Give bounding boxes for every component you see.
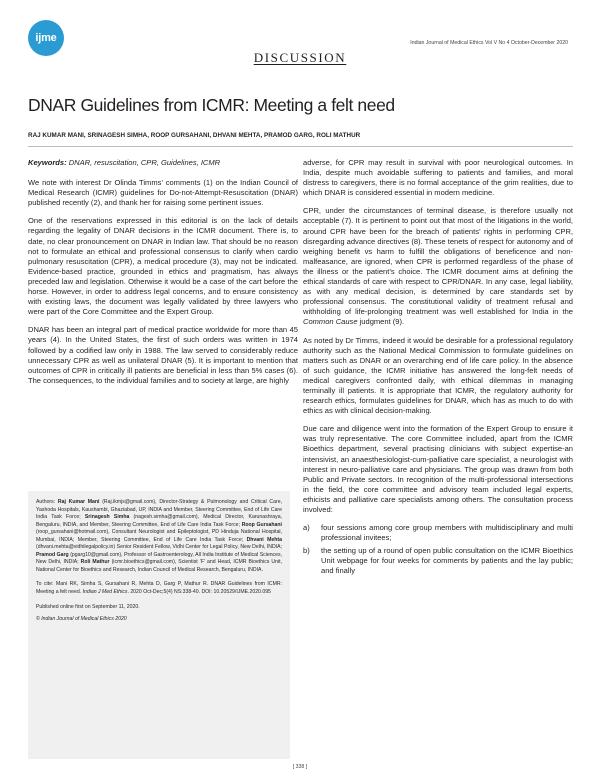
body-paragraph: We note with interest Dr Olinda Timms’ comments (1) on the Indian Council of Medical Research (ICMR) guidelines for Do-not-Attempt-Resuscitation (DNAR) published recently (2), and thank her for raising some pertinent issues. [28,178,298,208]
list-item [303,523,573,543]
author-affiliation: (nagesh.simha@gmail.com), Medical Director, Karunashraya, Bengaluru, INDIA, and Member, Steering Committee, End of Life Care India Task Force; [36,514,282,528]
citation [36,581,282,596]
body-paragraph: Due care and diligence went into the formation of the Expert Group to ensure it was truly representative. The core Committee included, apart from the ICMR Bioethics department, several practising clinicians with subject expertise-an intensivist, an anaesthesiologist-cum-palliative care specialist, a neurologist with interest in neuro-palliative care and physicians. The group was drawn from both Public and Private sectors. In recognition of the multi-professional intersections in the field, the core committee and advisory team included legal experts, ethicists and palliative care specialists among others. The consultation process involved: [303,424,573,514]
article-title: DNAR Guidelines from ICMR: Meeting a felt need [28,95,395,115]
divider-top [28,146,573,147]
list-item [303,546,573,576]
copyright: © Indian Journal of Medical Ethics 2020 [36,616,127,623]
body-paragraph: adverse, for CPR may result in survival with poor neurological outcomes. In India, despite much avoidable suffering to patients and families, and moral distress to caregivers, there is no formal acceptance of the grim realities, due to which DNAR is considered essential in modern medicine. [303,158,573,198]
body-text: judgment (9). [357,317,405,327]
list-marker: b) [303,546,310,556]
author-name: Pramod Garg [36,551,69,558]
list-marker: a) [303,523,310,533]
citation-text: To cite: Mani RK, Simha S, Gursahani R, Mehta D, Garg P, Mathur R. DNAR Guidelines from ICMR: Meeting a felt need. [36,581,282,596]
body-paragraph: One of the reservations expressed in this editorial is on the lack of details regarding the legality of DNAR decisions in the ICMR document. There is, to date, no clear pronouncement on DNAR in Indian law. That should be no reason not to formulate an ethical and professional consensus to clarify when cardio pulmonary resuscitation (CPR), a medical procedure (3), may not be indicated. Evidence-based practice, grounded in ethics and pragmatism, has always preceded law and legislation. Otherwise it would be a case of the cart before the horse. However, in order to address legal concerns, and to ensure consistency with existing laws, the document was legally validated by three lawyers who were part of the Core Committee and the Expert Group. [28,216,298,317]
author-info-box [28,491,290,759]
published-note: Published online first on September 11, 2020. [36,603,140,610]
citation-journal: Indian J Med Ethics [82,589,128,596]
logo-text: ijme [35,32,57,44]
page-number: [ 338 ] [292,764,308,770]
journal-issue-line: Indian Journal of Medical Ethics Vol V No 4 October-December 2020 [410,40,568,46]
body-paragraph: DNAR has been an integral part of medical practice worldwide for more than 45 years (4). In the United States, the first of such orders was written in 1974 followed by a codified law only in 1988. The law served to considerably reduce unnecessary CPR as well as unilateral DNAR (5). It is important to mention that outcomes of CPR in critically ill patients are beneficial in less than 5% cases (6). The consequences, to the individual families and to society at large, are highly [28,325,298,385]
author-name: Raj Kumar Mani [57,499,100,505]
right-column [303,158,573,580]
body-text: CPR, under the circumstances of terminal disease, is therefore usually not acceptable (7). It is pertinent to point out that most of the litigations in the world, around CPR have been for the breach of patients’ rights in performing CPR, disregarding advance directives (8). These tenets of respect for autonomy and of weighing benefit vs harm to fulfill the obligations of beneficence and non-malfeasance, are ignored, when CPR is performed regardless of the phase of the illness or the patient’s choice. The ICMR document aims at defining the ethical standards of care with respect to CPR/DNAR. In any case, legal liability, as with any medical decision, is determined by care standards set by professional consensus. The constitutional validity of treatment refusal and withholding of life-prolonging treatment was well established for India in the [303,206,573,317]
body-paragraph [303,206,573,327]
author-name: Dhvani Mehta [246,536,282,543]
author-affiliation: (Raj.ikmjs@gmail.com), Director-Strategy & Pulmonology and Critical Care, Yashoda Hospitals, Kaushambi, Ghaziabad, UP, INDIA and Member, Steering Committee, End of Life Care India Task Force; [36,499,282,521]
citation-text: . 2020 Oct-Dec;5(4) NS:338-40. DOI: 10.20529/IJME.2020.095 [127,589,271,596]
author-affiliation: (icmr.bioethics@gmail.com), Scientist ‘F’ and Head, ICMR Bioethics Unit, National Center for Bioethics and Research, Indian Council of Medical Research, Bengaluru, INDIA. [36,559,282,573]
left-column [28,158,298,394]
keywords-label: Keywords: [28,158,67,167]
author-name: Srinagesh Simha [84,514,130,521]
author-name: Roop Gursahani [241,521,282,528]
section-heading: DISCUSSION [253,50,347,65]
consultation-process-list [303,523,573,576]
keywords [28,158,298,168]
case-name: Common Cause [303,317,358,327]
authors-label: Authors: [36,499,56,505]
list-item-text: four sessions among core group members with multidisciplinary and multi professional invitees; [321,523,573,543]
author-affiliation: (dhvani.mehta@vidhilegalpolicy.in) Senior Resident Fellow, Vidhi Center for Legal Policy, New Delhi, INDIA; [36,544,282,551]
author-affiliation: (roop_gursahani@hotmail.com), Consultant Neurologist and Epileptologist, PD Hinduja National Hospital, Mumbai, INDIA; Member, Steering Committee, End of Life Care India Task Force; [36,529,282,543]
keywords-text: DNAR, resuscitation, CPR, Guidelines, ICMR [68,158,221,167]
list-item-text: the setting up of a round of open public consultation on the ICMR Bioethics Unit webpage for four weeks for comments by patients and the lay public; and finally [321,546,573,576]
author-affiliation: (pgarg10@gmail.com), Professor of Gastroenterology, All India Institute of Medical Sciences, New Delhi, INDIA; [36,551,282,566]
body-paragraph: As noted by Dr Timms, indeed it would be desirable for a professional regulatory authority such as the National Medical Commission to formulate guidelines on matters such as DNAR or an overarching end of life care policy. In the absence of such guidance, the ICMR initiative has answered the long-felt needs of medical caregivers confronted daily, with ethical dilemmas in managing terminally ill patients. It is appropriate that ICMR, the regulatory authority for research ethics, formulates guidelines for DNAR, which has as much to do with ethics as with clinical decision-making. [303,335,573,416]
author-affiliations [36,499,282,574]
author-name: Roli Mathur [80,559,110,566]
author-byline: RAJ KUMAR MANI, SRINAGESH SIMHA, ROOP GURSAHANI, DHVANI MEHTA, PRAMOD GARG, ROLI MATHUR [28,132,361,139]
